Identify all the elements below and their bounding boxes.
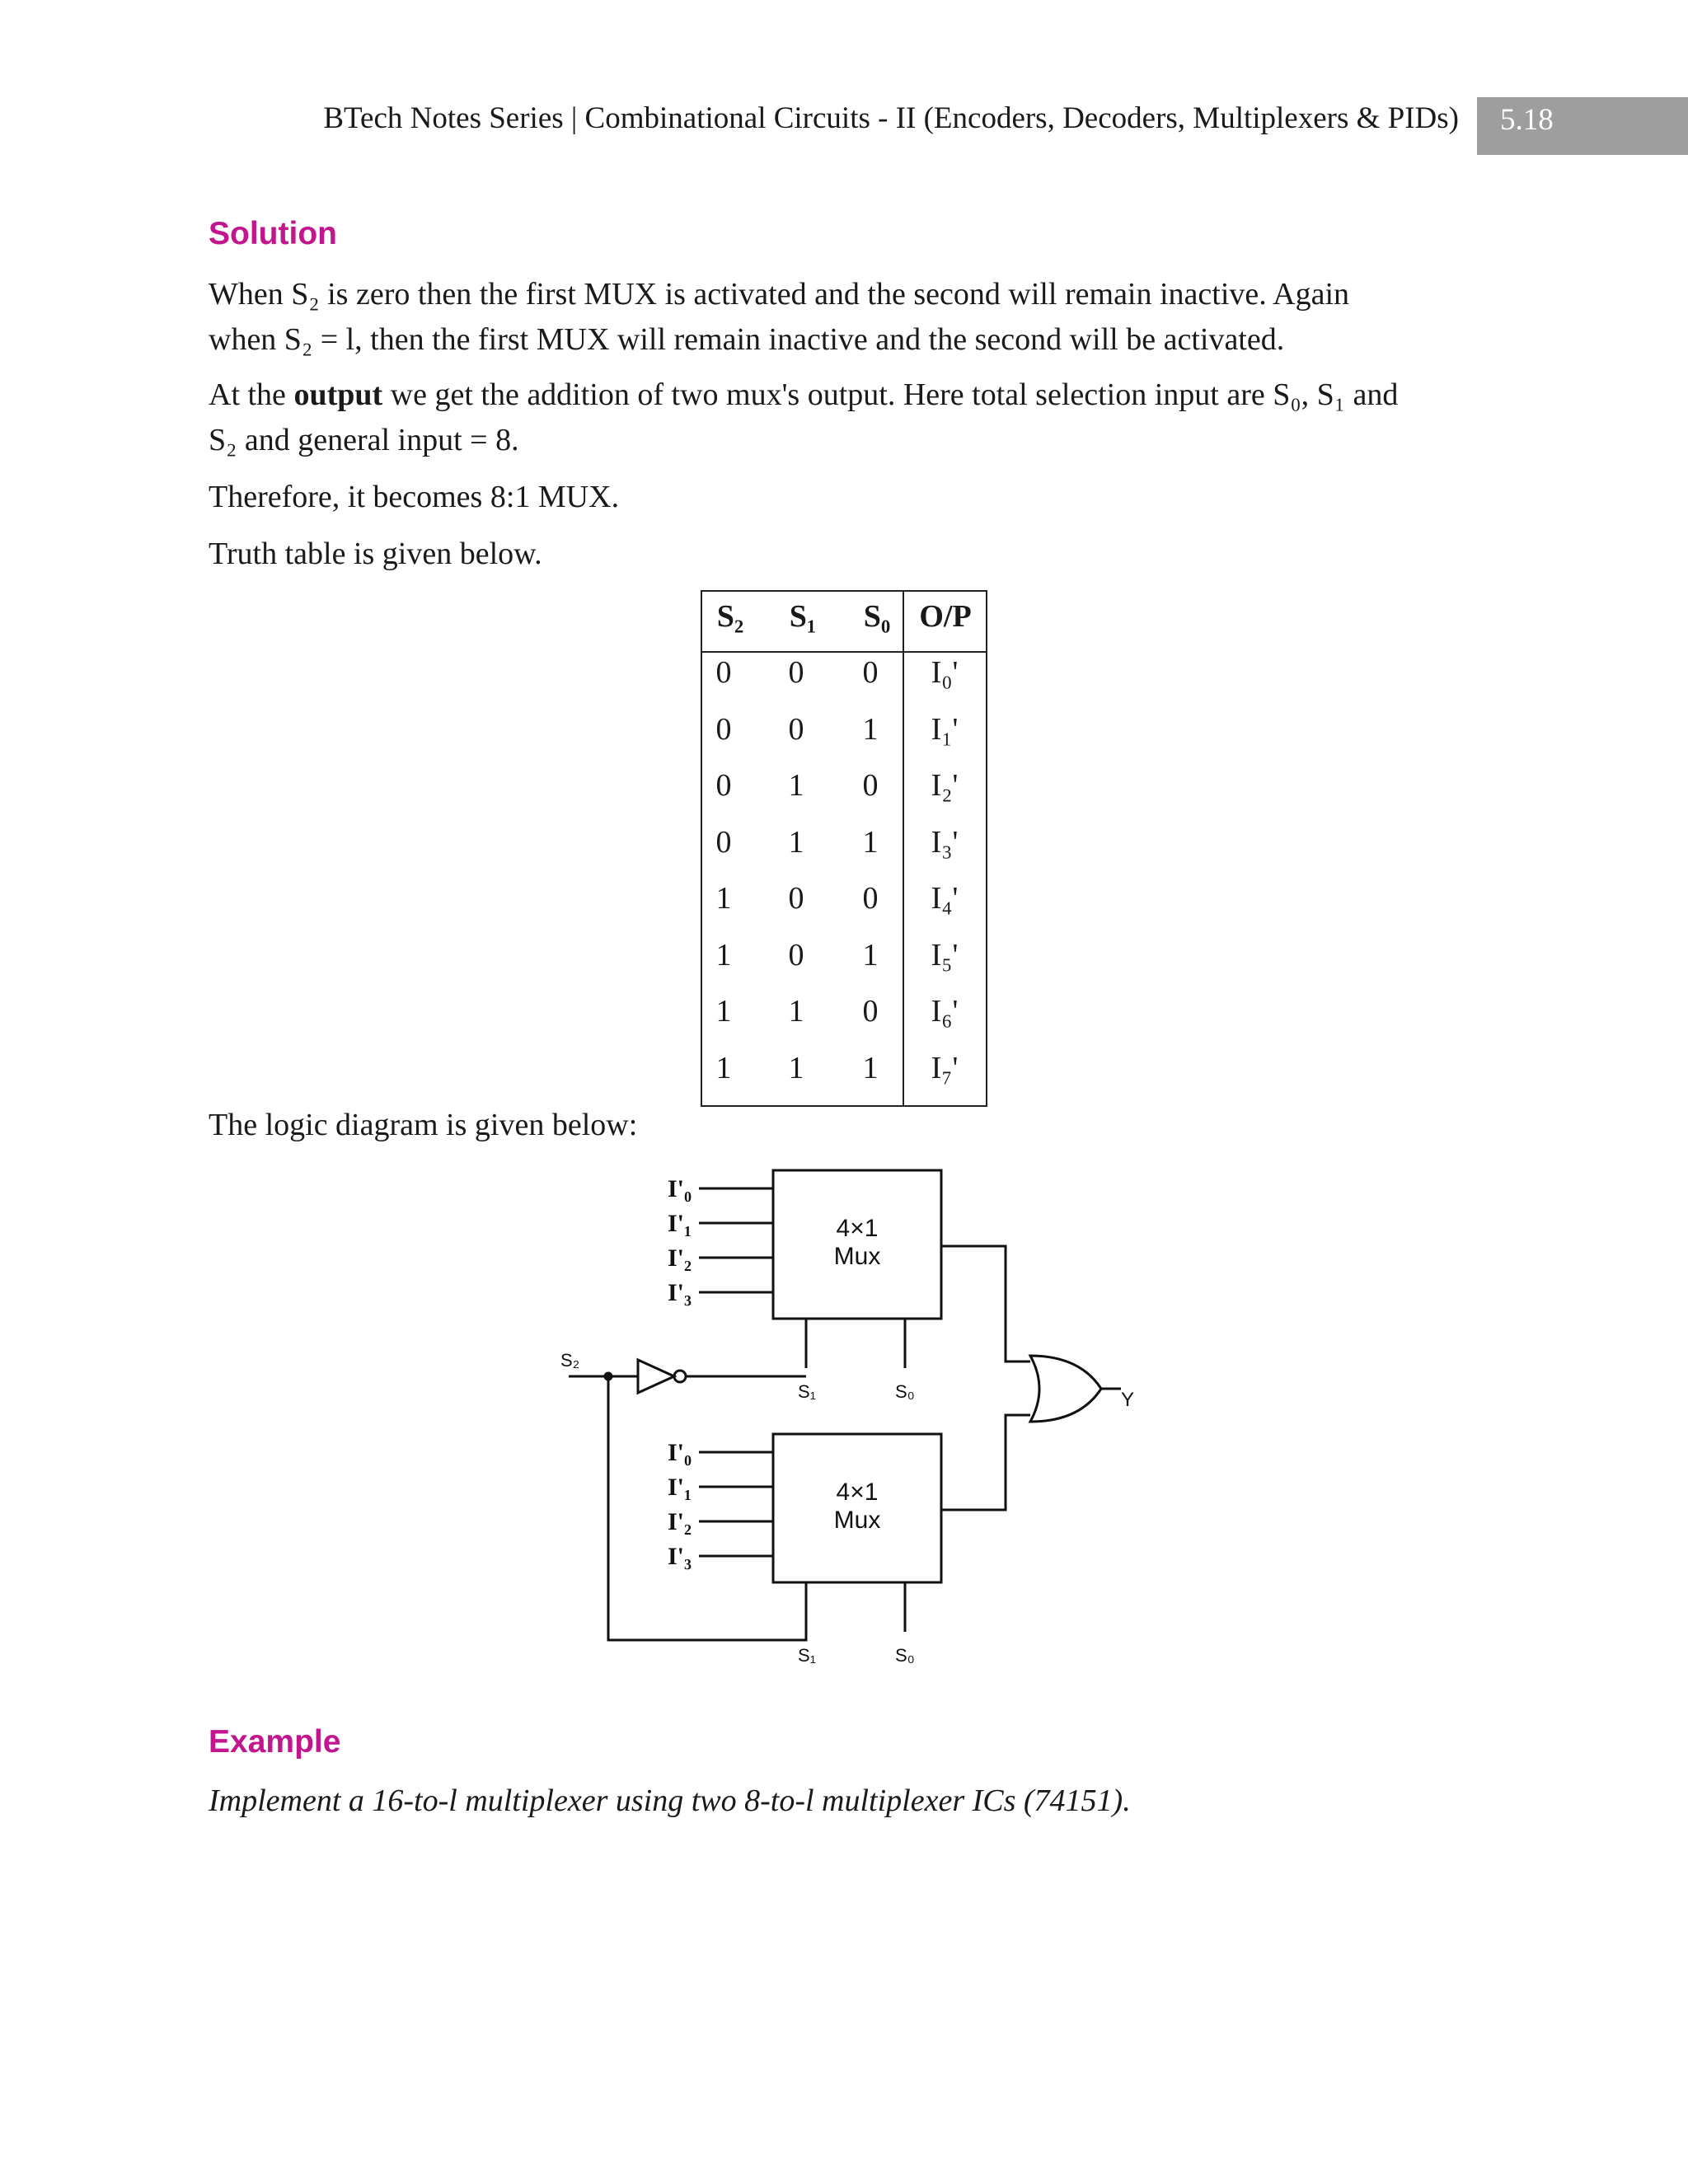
truth-table-cell: 0: [862, 994, 879, 1029]
truth-table-cell: 0: [788, 712, 804, 747]
solution-para2-prefix: At the: [209, 377, 294, 412]
bottom-select-s0-label: S₀: [895, 1645, 915, 1666]
inverter-gate: [638, 1360, 674, 1393]
truth-table-cell: 1: [715, 938, 732, 972]
truth-table-cell: 1: [788, 1051, 804, 1085]
truth-table-cell: I₅': [931, 938, 959, 972]
truth-table-header-s0: S₀: [863, 599, 891, 634]
solution-para2-line2: S₂ and general input = 8.: [209, 423, 519, 457]
truth-table-cell: 1: [788, 994, 804, 1029]
truth-table-cell: 0: [862, 768, 879, 803]
truth-table-cell: 0: [862, 881, 879, 916]
top-input-label: I'₂: [668, 1244, 692, 1272]
truth-table-cell: 0: [715, 768, 732, 803]
truth-table-cell: 1: [715, 881, 732, 916]
example-heading: Example: [209, 1724, 341, 1760]
top-select-s1-label: S₁: [798, 1381, 817, 1402]
solution-paragraph-1: [209, 272, 1478, 363]
truth-table-header-op: O/P: [919, 599, 972, 634]
truth-table-header-s1: S₁: [789, 599, 817, 634]
truth-table-cell: 1: [715, 994, 732, 1029]
select-s2-label: S₂: [560, 1350, 580, 1371]
solution-para2-rest: we get the addition of two mux's output. Here total selection input are S₀, S₁ and: [382, 377, 1399, 412]
top-mux-label-line1: 4×1: [836, 1215, 879, 1242]
truth-table-cell: 0: [788, 938, 804, 972]
truth-table-cell: 0: [715, 712, 732, 747]
truth-table-cell: 0: [715, 655, 732, 690]
solution-heading: Solution: [209, 216, 337, 251]
solution-para1-line1: When S₂ is zero then the first MUX is activated and the second will remain inactive. Again: [209, 277, 1350, 312]
bottom-input-label: I'₀: [668, 1439, 692, 1466]
truth-table-cell: I₇': [931, 1051, 959, 1085]
page-number-tab: [1477, 97, 1688, 155]
truth-table-cell: I₆': [931, 994, 959, 1029]
bottom-input-label: I'₃: [668, 1543, 692, 1570]
diagram-intro: The logic diagram is given below:: [209, 1108, 638, 1142]
truth-table-cell: 1: [788, 768, 804, 803]
truth-table-cell: 1: [788, 825, 804, 860]
truth-table: [701, 590, 987, 1107]
truth-table-cell: 1: [862, 938, 879, 972]
top-input-label: I'₀: [668, 1175, 692, 1202]
truth-table-cell: 1: [715, 1051, 732, 1085]
truth-table-cell: I₂': [931, 768, 959, 803]
bottom-input-label: I'₂: [668, 1508, 692, 1535]
truth-table-cell: 0: [862, 655, 879, 690]
page-number: 5.18: [1500, 103, 1554, 137]
solution-para2-bold: output: [293, 377, 383, 412]
bottom-select-s1-label: S₁: [798, 1645, 817, 1666]
bottom-mux-label-line1: 4×1: [836, 1479, 879, 1506]
output-y-label: Y: [1121, 1389, 1135, 1411]
running-header: BTech Notes Series | Combinational Circuits - II (Encoders, Decoders, Multiplexers & PIDs): [323, 101, 1459, 135]
truth-table-divider-horizontal: [702, 651, 986, 653]
truth-table-cell: I₀': [931, 655, 959, 690]
solution-paragraph-3: Therefore, it becomes 8:1 MUX.: [209, 480, 620, 514]
top-mux-label-line2: Mux: [833, 1243, 881, 1270]
top-input-label: I'₃: [668, 1279, 692, 1306]
truth-table-cell: I₃': [931, 825, 959, 860]
or-gate: [1030, 1356, 1101, 1422]
truth-table-cell: I₄': [931, 881, 959, 916]
truth-table-cell: I₁': [931, 712, 959, 747]
truth-table-divider-vertical: [903, 592, 904, 1105]
top-select-s0-label: S₀: [895, 1381, 915, 1402]
solution-paragraph-4: Truth table is given below.: [209, 537, 542, 571]
solution-para2-line1: [209, 373, 1478, 418]
solution-paragraph-2: [209, 373, 1478, 463]
solution-para1-line2: when S₂ = l, then the first MUX will remain inactive and the second will be activated.: [209, 322, 1285, 357]
truth-table-cell: 1: [862, 1051, 879, 1085]
bottom-input-label: I'₁: [668, 1474, 692, 1501]
truth-table-cell: 0: [715, 825, 732, 860]
logic-diagram: [544, 1154, 1170, 1698]
truth-table-cell: 1: [862, 825, 879, 860]
truth-table-cell: 1: [862, 712, 879, 747]
truth-table-cell: 0: [788, 881, 804, 916]
bottom-mux-label-line2: Mux: [833, 1507, 881, 1534]
truth-table-header-s2: S₂: [716, 599, 744, 634]
truth-table-cell: 0: [788, 655, 804, 690]
top-input-label: I'₁: [668, 1210, 692, 1237]
example-text: Implement a 16-to-l multiplexer using two 8-to-l multiplexer ICs (74151).: [209, 1783, 1131, 1818]
